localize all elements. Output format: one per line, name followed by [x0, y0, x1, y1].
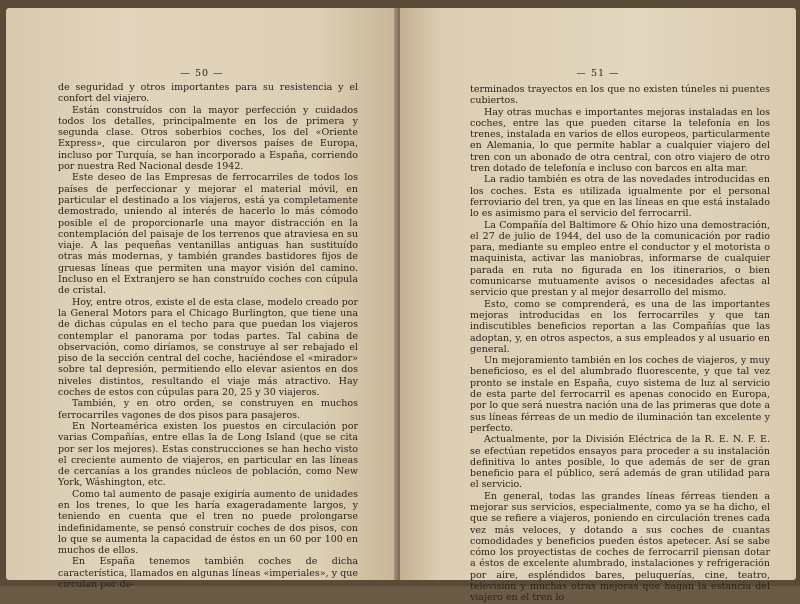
- paragraph: de seguridad y otros importantes para su resistencia y el confort del viajero.: [58, 82, 358, 105]
- paragraph: Están construídos con la mayor perfección y cuidados todos los detalles, principalmente en los de primera y segunda clase. Otros soberbios coches, los del «Oriente Express», que circularon por diversos países de Europa, incluso por Turquía, se han incorporado a España, corriendo por nuestra Red Nacional desde 1942.: [58, 104, 358, 173]
- paragraph: Hoy, entre otros, existe el de esta clase, modelo creado por la General Motors para el Chicago Burlington, que tiene una de dichas cúpulas en el techo para que puedan los viajeros contemplar el panorama por todas partes. Tal cabina de observación, como diríamos, se construye al ser rebajado el piso de la sección central del coche, haciéndose el «mirador» sobre tal depresión, permitiendo ello elevar asientos en dos niveles distintos, resultando el viaje más atractivo. Hay coches de estos con cúpulas para 20, 25 y 30 viajeros.: [58, 296, 358, 399]
- left-page-text: [58, 82, 358, 590]
- paragraph: Esto, como se comprenderá, es una de las importantes mejoras introducidas en los ferrocarriles y que tan indiscutibles beneficios reportan a las Compañías que las adoptan, y, en otros aspectos, a sus empleados y al usuario en general.: [470, 298, 770, 355]
- paragraph: Hay otras muchas e importantes mejoras instaladas en los coches, entre las que pueden citarse la telefonía en los trenes, instalada en varios de ellos europeos, particularmente en Alemania, lo que permite hablar a cualquier viajero del tren con un abonado de otra central, con otro viajero de otro tren dotado de telefonía e incluso con barcos en alta mar.: [470, 106, 770, 175]
- right-page-text: [470, 84, 770, 604]
- left-page: [6, 8, 398, 591]
- paragraph: terminados trayectos en los que no existen túneles ni puentes cubiertos.: [470, 84, 770, 107]
- page-number-left: — 50 —: [180, 68, 224, 79]
- paragraph: También, y en otro orden, se construyen en muchos ferrocarriles vagones de dos pisos para pasajeros.: [58, 398, 358, 421]
- paragraph: Este deseo de las Empresas de ferrocarriles de todos los países de perfeccionar y mejorar el material móvil, en particular el destinado a los viajeros, está ya completamente demostrado, uniendo al interés de hacerlo lo más cómodo posible el de proporcionarle una mayor distracción en la contemplación del paisaje de los terrenos que atraviesa en su viaje. A las pequeñas ventanillas antiguas han sustituído otras más modernas, y también grandes bastidores fijos de gruesas líneas que permiten una mayor visión del camino. Incluso en el Extranjero se han construído coches con cúpula de cristal.: [58, 172, 358, 297]
- paragraph: La Compañía del Baltimore & Ohío hizo una demostración, el 27 de julio de 1944, del uso de la comunicación por radio para, mediante su empleo entre el conductor y el motorista o maquinista, activar las maniobras, informarse de cualquier parada en ruta no figurada en los itinerarios, o bien comunicarse mutuamente avisos o necesidades afectas al servicio que prestan y al mejor desarrollo del mismo.: [470, 219, 770, 299]
- paragraph: En general, todas las grandes líneas férreas tienden a mejorar sus servicios, especialmente, como ya se ha dicho, el que se refiere a viajeros, poniendo en circulación trenes cada vez más veloces, y dotando a sus coches de cuantas comodidades y beneficios pueden éstos apetecer. Así se sabe cómo los proyectistas de coches de ferrocarril piensan dotar a éstos de excelente alumbrado, instalaciones y refrigeración por aire, espléndidos bares, peluquerías, cine, teatro, televisión y muchas otras mejoras que hagan la estancia del viajero en el tren lo: [470, 490, 770, 604]
- paragraph: La radio también es otra de las novedades introducidas en los coches. Esta es utilizada igualmente por el personal ferroviario del tren, ya que en las líneas en que está instalado lo es asimismo para el servicio del ferrocarril.: [470, 174, 770, 220]
- paragraph: Un mejoramiento también en los coches de viajeros, y muy beneficioso, es el del alumbrado fluorescente, y que tal vez pronto se instale en España, cuyo sistema de luz al servicio de esta parte del ferrocarril es apenas conocido en Europa, por lo que será nuestra nación una de las primeras que dote a sus líneas férreas de un medio de iluminación tan excelente y perfecto.: [470, 355, 770, 434]
- right-page: [400, 8, 796, 604]
- paragraph: En España tenemos también coches de dicha característica, llamados en algunas líneas «imperiales», y que circulan por de-: [58, 556, 358, 591]
- paragraph: Actualmente, por la División Eléctrica de la R. E. N. F. E. se efectúan repetidos ensayos para proceder a su instalación definitiva lo antes posible, lo que además de ser de gran beneficio para el público, será además de gran utilidad para el servicio.: [470, 434, 770, 491]
- paragraph: En Norteamérica existen los puestos en circulación por varias Compañías, entre ellas la de Long Island (que se cita por ser los mejores). Estas construcciones se han hecho visto el creciente aumento de viajeros, en particular en las líneas de cercanías a los grandes núcleos de población, como New York, Wáshington, etc.: [58, 420, 358, 489]
- paragraph: Como tal aumento de pasaje exigiría aumento de unidades en los trenes, lo que les haría exageradamente largos, y teniendo en cuenta que el tren no puede prolongarse indefinidamente, se pensó construir coches de dos pisos, con lo que se aumenta la capacidad de éstos en un 60 por 100 en muchos de ellos.: [58, 488, 358, 557]
- page-number-right: — 51 —: [576, 68, 620, 79]
